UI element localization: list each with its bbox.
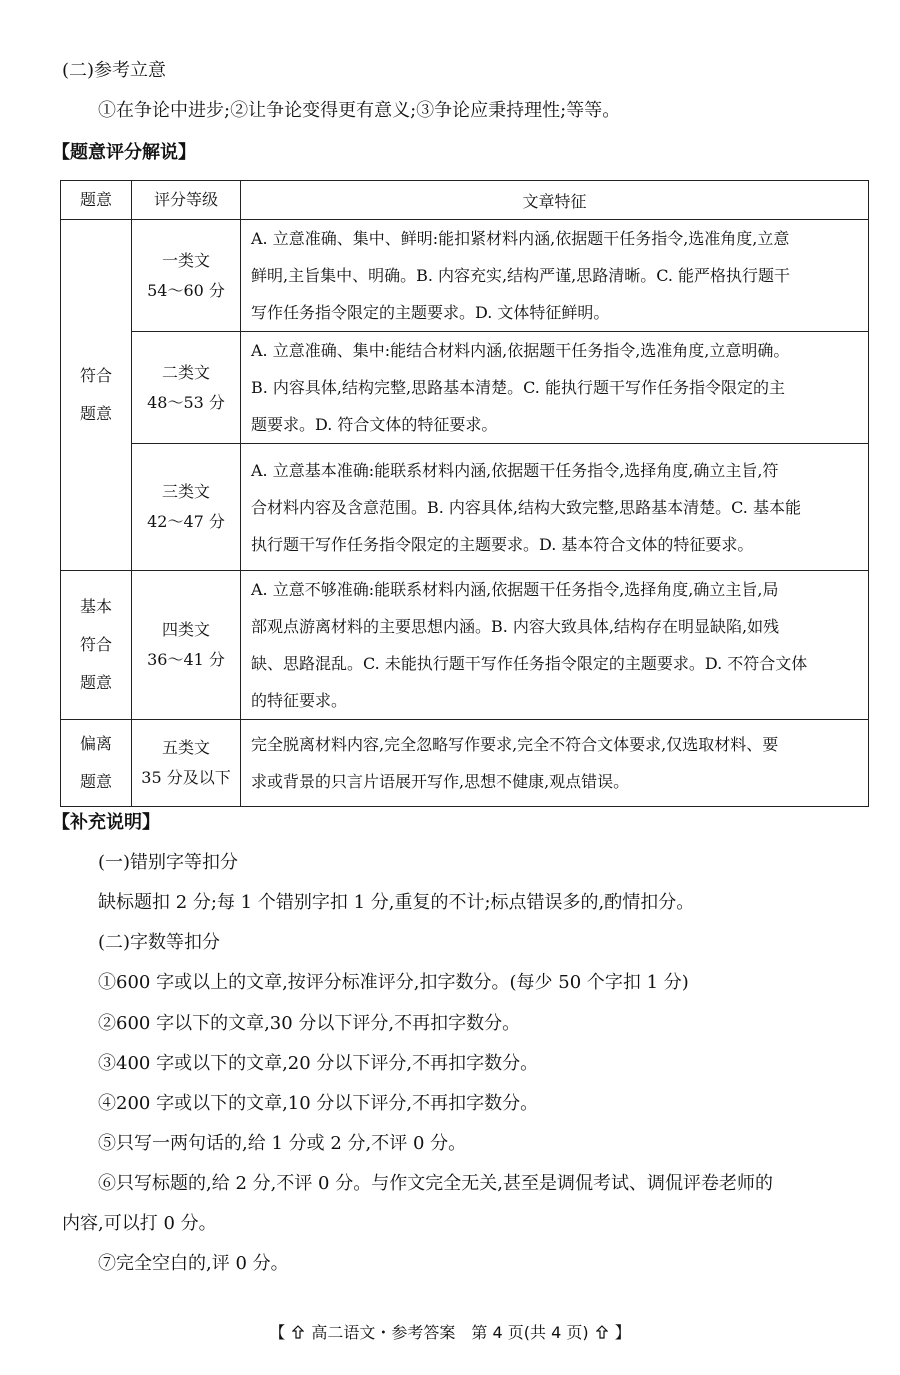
level-score: 54～60 分: [147, 280, 225, 300]
table-header-level: 评分等级: [132, 181, 241, 220]
supplement-sub2-title: (二)字数等扣分: [98, 932, 221, 953]
group-label-basic-fit: 基本 符合 题意: [61, 571, 132, 720]
list-item: ⑥只写标题的,给 2 分,不评 0 分。与作文完全无关,甚至是调侃考试、调侃评卷老师的: [98, 1173, 773, 1194]
section-two-title: (二)参考立意: [62, 60, 167, 81]
page-footer: [0, 1320, 900, 1343]
level-name: 二类文: [161, 362, 210, 382]
level-score: 48～53 分: [147, 392, 225, 412]
supplement-sub1-text: 缺标题扣 2 分;每 1 个错别字扣 1 分,重复的不计;标点错误多的,酌情扣分。: [98, 892, 695, 913]
feature-cell: A. 立意准确、集中:能结合材料内涵,依据题干任务指令,选准角度,立意明确。 B. 内容具体,结构完整,思路基本清楚。C. 能执行题干写作任务指令限定的主 题要求。D. 符合文体的特征要求。: [241, 332, 869, 444]
level-name: 三类文: [161, 482, 210, 501]
list-item: ④200 字或以下的文章,10 分以下评分,不再扣字数分。: [98, 1093, 539, 1114]
level-cell: [132, 720, 241, 807]
table-row: [61, 332, 869, 444]
level-name: 一类文: [161, 250, 210, 270]
level-cell: [132, 220, 241, 332]
group-label-fit: 符合 题意: [61, 220, 132, 571]
list-item: ⑦完全空白的,评 0 分。: [98, 1253, 289, 1274]
table-row: [61, 571, 869, 720]
feature-cell: 完全脱离材料内容,完全忽略写作要求,完全不符合文体要求,仅选取材料、要 求或背景的只言片语展开写作,思想不健康,观点错误。: [241, 720, 869, 807]
list-item: ①600 字或以上的文章,按评分标准评分,扣字数分。(每少 50 个字扣 1 分): [98, 972, 689, 993]
table-header-features: 文章特征: [241, 181, 869, 220]
list-item: 内容,可以打 0 分。: [62, 1213, 217, 1234]
footer-left-bracket: 【: [269, 1323, 286, 1342]
feature-cell: A. 立意基本准确:能联系材料内涵,依据题干任务指令,选择角度,确立主旨,符 合材料内容及含意范围。B. 内容具体,结构大致完整,思路基本清楚。C. 基本能 执行题干写作任务指令限定的主题要求。D. 基本符合文体的特征要求。: [241, 444, 869, 571]
up-arrow-icon: [596, 1325, 608, 1339]
list-item: ⑤只写一两句话的,给 1 分或 2 分,不评 0 分。: [98, 1133, 467, 1154]
level-cell: [132, 332, 241, 444]
supplement-sub1-title: (一)错别字等扣分: [98, 852, 239, 873]
section-two-text: ①在争论中进步;②让争论变得更有意义;③争论应秉持理性;等等。: [98, 100, 621, 121]
grading-heading: 【题意评分解说】: [52, 142, 196, 163]
list-item: ③400 字或以下的文章,20 分以下评分,不再扣字数分。: [98, 1053, 539, 1074]
footer-text: 高二语文・参考答案 第 4 页(共 4 页): [311, 1323, 589, 1342]
table-header-topic: 题意: [61, 181, 132, 220]
supplement-heading: 【补充说明】: [52, 812, 160, 833]
group-label-off-topic: 偏离 题意: [61, 720, 132, 807]
grading-table: [60, 180, 869, 807]
level-cell: [132, 444, 241, 571]
table-row: [61, 220, 869, 332]
up-arrow-icon: [292, 1325, 304, 1339]
level-score: 36～41 分: [147, 650, 225, 669]
feature-cell: A. 立意不够准确:能联系材料内涵,依据题干任务指令,选择角度,确立主旨,局 部观点游离材料的主要思想内涵。B. 内容大致具体,结构存在明显缺陷,如残 缺、思路混乱。C. 未能执行题干写作任务指令限定的主题要求。D. 不符合文体 的特征要求。: [241, 571, 869, 720]
feature-cell: A. 立意准确、集中、鲜明:能扣紧材料内涵,依据题干任务指令,选准角度,立意 鲜明,主旨集中、明确。B. 内容充实,结构严谨,思路清晰。C. 能严格执行题干 写作任务指令限定的主题要求。D. 文体特征鲜明。: [241, 220, 869, 332]
level-score: 42～47 分: [147, 512, 225, 531]
level-name: 五类文: [161, 738, 210, 757]
level-score: 35 分及以下: [141, 768, 231, 787]
table-row: [61, 720, 869, 807]
table-row: [61, 444, 869, 571]
footer-right-bracket: 】: [614, 1323, 631, 1342]
level-name: 四类文: [161, 620, 210, 639]
level-cell: [132, 571, 241, 720]
list-item: ②600 字以下的文章,30 分以下评分,不再扣字数分。: [98, 1013, 521, 1034]
